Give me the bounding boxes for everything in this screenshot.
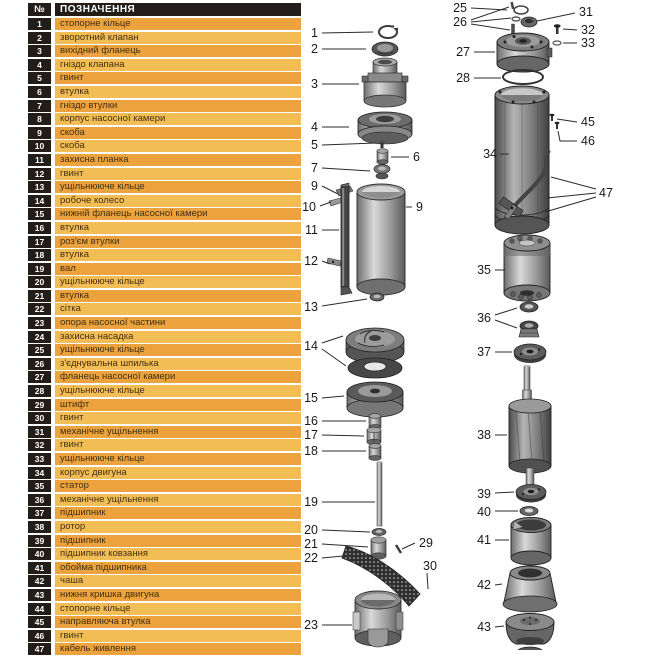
callout-leader-43 [495, 626, 504, 627]
callout-leader-47 [545, 197, 596, 212]
callout-leader-13 [322, 299, 367, 306]
callout-19: 19 [304, 495, 318, 509]
table-row [0, 72, 301, 84]
callout-12: 12 [304, 254, 318, 268]
row-number: 13 [28, 181, 51, 193]
part-snap-ring [379, 24, 399, 38]
row-label: зворотний клапан [55, 32, 301, 44]
table-row [0, 100, 301, 112]
callout-31: 31 [579, 5, 593, 19]
row-label: гніздо втулки [55, 100, 301, 112]
row-number: 41 [28, 562, 51, 574]
table-row [0, 562, 301, 574]
callout-2: 2 [311, 42, 318, 56]
table-rows [0, 18, 301, 655]
callout-36: 36 [477, 311, 491, 325]
row-number: 47 [28, 643, 51, 655]
callout-41: 41 [477, 533, 491, 547]
table-row [0, 589, 301, 601]
row-label: фланець насосної камери [55, 371, 301, 383]
row-label: вал [55, 263, 301, 275]
part-lower-flange [347, 382, 403, 417]
part-bushing-18 [369, 444, 381, 461]
callout-leader-7 [322, 168, 370, 171]
part-bushing-split-17 [367, 427, 381, 445]
row-number: 27 [28, 371, 51, 383]
table-row [0, 140, 301, 152]
callout-29: 29 [419, 536, 433, 550]
part-outlet-flange [362, 58, 408, 107]
part-impeller-stack [346, 328, 404, 378]
row-label: гвинт [55, 168, 301, 180]
callout-leader-5 [322, 143, 376, 145]
callout-27: 27 [456, 45, 470, 59]
table-row [0, 603, 301, 615]
row-number: 14 [28, 195, 51, 207]
callout-leader-31 [537, 13, 575, 21]
row-label: корпус двигуна [55, 467, 301, 479]
callout-32: 32 [581, 23, 595, 37]
row-number: 31 [28, 426, 51, 438]
part-o-ring-25 [514, 6, 528, 14]
callout-23: 23 [304, 618, 318, 632]
row-label: механічне ущільнення [55, 494, 301, 506]
row-label: сітка [55, 303, 301, 315]
callout-34: 34 [483, 147, 497, 161]
row-number: 26 [28, 358, 51, 370]
table-row [0, 521, 301, 533]
callout-47: 47 [599, 186, 613, 200]
callout-46: 46 [581, 134, 595, 148]
table-row [0, 331, 301, 343]
table-row [0, 507, 301, 519]
callout-10: 10 [302, 200, 316, 214]
table-row [0, 208, 301, 220]
table-row [0, 127, 301, 139]
table-row [0, 535, 301, 547]
row-label: гвинт [55, 439, 301, 451]
row-number: 34 [28, 467, 51, 479]
table-row [0, 303, 301, 315]
callout-45: 45 [581, 115, 595, 129]
table-row [0, 467, 301, 479]
row-label: втулка [55, 222, 301, 234]
callout-15: 15 [304, 391, 318, 405]
row-label: втулка [55, 290, 301, 302]
row-label: підшипник [55, 535, 301, 547]
row-label: штифт [55, 399, 301, 411]
callout-39: 39 [477, 487, 491, 501]
row-number: 44 [28, 603, 51, 615]
row-number: 21 [28, 290, 51, 302]
part-chamber-flange-27 [497, 33, 552, 72]
part-screw-46 [555, 122, 560, 129]
callout-leader-9 [322, 186, 338, 194]
part-bearing-sleeve-41 [511, 518, 551, 566]
callout-22: 22 [304, 551, 318, 565]
callout-16: 16 [304, 414, 318, 428]
table-row [0, 168, 301, 180]
row-label: кабель живлення [55, 643, 301, 655]
callout-35: 35 [477, 263, 491, 277]
row-label: ущільнююче кільце [55, 181, 301, 193]
callout-14: 14 [304, 339, 318, 353]
row-number: 37 [28, 507, 51, 519]
table-row [0, 399, 301, 411]
table-row [0, 195, 301, 207]
callout-26: 26 [453, 15, 467, 29]
row-label: гніздо клапана [55, 59, 301, 71]
row-number: 43 [28, 589, 51, 601]
callout-11: 11 [305, 223, 318, 237]
callout-13: 13 [304, 300, 318, 314]
row-label: нижній фланець насосної камери [55, 208, 301, 220]
row-number: 4 [28, 59, 51, 71]
callout-leader-46 [558, 131, 577, 141]
callout-leader-15 [322, 396, 344, 398]
row-number: 11 [28, 154, 51, 166]
row-number: 17 [28, 236, 51, 248]
table-row [0, 616, 301, 628]
table-row [0, 154, 301, 166]
part-valve-seat [358, 112, 412, 144]
row-label: втулка [55, 86, 301, 98]
row-label: гвинт [55, 72, 301, 84]
row-label: статор [55, 480, 301, 492]
row-number: 16 [28, 222, 51, 234]
parts-table [0, 3, 301, 657]
callout-leader-47 [547, 193, 596, 198]
part-seal-ring-20 [372, 529, 386, 536]
callout-leader-36 [495, 308, 517, 315]
table-row [0, 45, 301, 57]
row-label: захисна насадка [55, 331, 301, 343]
row-label: корпус насосної камери [55, 113, 301, 125]
table-header [0, 3, 301, 16]
row-label: роз'єм втулки [55, 236, 301, 248]
header-name-cell: ПОЗНАЧЕННЯ [55, 3, 301, 16]
row-number: 19 [28, 263, 51, 275]
table-row [0, 236, 301, 248]
table-row [0, 113, 301, 125]
part-check-valve [372, 42, 398, 56]
table-row [0, 439, 301, 451]
row-number: 42 [28, 575, 51, 587]
callout-leader-29 [402, 543, 415, 549]
row-number: 22 [28, 303, 51, 315]
callout-21: 21 [304, 537, 318, 551]
row-label: з'єднувальна шпилька [55, 358, 301, 370]
row-number: 46 [28, 630, 51, 642]
row-number: 45 [28, 616, 51, 628]
callout-9: 9 [416, 200, 423, 214]
row-label: захисна планка [55, 154, 301, 166]
row-number: 39 [28, 535, 51, 547]
callout-leader-26 [471, 18, 511, 22]
row-label: механічне ущільнення [55, 426, 301, 438]
part-pump-chamber-body [357, 184, 405, 295]
part-rotor [509, 365, 551, 488]
row-number: 35 [28, 480, 51, 492]
row-number: 25 [28, 344, 51, 356]
callout-30: 30 [423, 559, 437, 573]
callout-leader-10 [320, 202, 331, 206]
row-number: 38 [28, 521, 51, 533]
part-screw-32 [554, 24, 561, 34]
row-label: стопорне кільце [55, 18, 301, 30]
row-number: 20 [28, 276, 51, 288]
row-label: гвинт [55, 412, 301, 424]
callout-3: 3 [311, 77, 318, 91]
part-cup-42 [503, 566, 557, 612]
part-bushing-21 [371, 537, 386, 559]
row-label: направляюча втулка [55, 616, 301, 628]
part-washer-33 [553, 41, 561, 45]
table-row [0, 181, 301, 193]
row-label: нижня кришка двигуна [55, 589, 301, 601]
part-seal-ring-13 [370, 293, 384, 301]
row-label: робоче колесо [55, 195, 301, 207]
table-row [0, 59, 301, 71]
table-row [0, 494, 301, 506]
callout-4: 4 [311, 120, 318, 134]
part-bearing-39 [516, 485, 546, 503]
table-row [0, 276, 301, 288]
callout-43: 43 [477, 620, 491, 634]
row-label: ущільнююче кільце [55, 385, 301, 397]
table-row [0, 385, 301, 397]
row-number: 2 [28, 32, 51, 44]
row-label: вихідний фланець [55, 45, 301, 57]
row-number: 23 [28, 317, 51, 329]
callout-leader-17 [322, 435, 364, 436]
row-number: 9 [28, 127, 51, 139]
table-row [0, 86, 301, 98]
part-shaft [377, 461, 382, 526]
row-label: ущільнююче кільце [55, 344, 301, 356]
table-row [0, 480, 301, 492]
callout-25: 25 [453, 1, 467, 15]
table-row [0, 358, 301, 370]
table-row [0, 426, 301, 438]
row-number: 32 [28, 439, 51, 451]
table-row [0, 222, 301, 234]
part-ring-40 [520, 507, 538, 516]
callout-7: 7 [311, 161, 318, 175]
callout-leader-14 [322, 349, 346, 366]
callout-40: 40 [477, 505, 491, 519]
header-number-cell: № [28, 3, 51, 16]
table-row [0, 412, 301, 424]
row-number: 7 [28, 100, 51, 112]
callout-42: 42 [477, 578, 491, 592]
part-motor-bottom-cover [506, 614, 554, 646]
row-label: скоба [55, 127, 301, 139]
row-number: 29 [28, 399, 51, 411]
callout-28: 28 [456, 71, 470, 85]
row-number: 28 [28, 385, 51, 397]
part-bushing-seat [374, 165, 390, 180]
row-number: 6 [28, 86, 51, 98]
row-label: ущільнююче кільце [55, 453, 301, 465]
row-number: 40 [28, 548, 51, 560]
callout-leader-36 [495, 320, 517, 328]
table-row [0, 630, 301, 642]
callout-leader-47 [551, 177, 596, 189]
part-pump-support [353, 591, 403, 647]
callout-leader-39 [495, 492, 514, 493]
row-label: стопорне кільце [55, 603, 301, 615]
row-label: підшипник [55, 507, 301, 519]
row-number: 15 [28, 208, 51, 220]
callout-leader-45 [557, 119, 577, 122]
callout-37: 37 [477, 345, 491, 359]
callout-5: 5 [311, 138, 318, 152]
row-label: ущільнююче кільце [55, 276, 301, 288]
callout-1: 1 [311, 26, 318, 40]
row-number: 10 [28, 140, 51, 152]
row-number: 12 [28, 168, 51, 180]
table-row [0, 371, 301, 383]
part-stator [504, 235, 550, 301]
row-number: 3 [28, 45, 51, 57]
callout-leader-42 [495, 584, 502, 585]
table-row [0, 548, 301, 560]
callout-leader-22 [322, 556, 343, 558]
row-number: 36 [28, 494, 51, 506]
table-row [0, 453, 301, 465]
part-screw-45 [550, 114, 555, 121]
row-number: 5 [28, 72, 51, 84]
part-seals-36 [519, 302, 539, 337]
row-number: 18 [28, 249, 51, 261]
part-bearing-37 [514, 344, 546, 363]
part-bushing-6 [377, 149, 388, 165]
table-row [0, 263, 301, 275]
part-pin-29 [396, 545, 401, 553]
callout-leader-32 [563, 29, 577, 30]
callout-leader-21 [322, 544, 368, 547]
callout-leader-26 [471, 24, 510, 30]
row-label: гвинт [55, 630, 301, 642]
table-row [0, 249, 301, 261]
row-label: чаша [55, 575, 301, 587]
callout-20: 20 [304, 523, 318, 537]
row-label: ротор [55, 521, 301, 533]
part-nut-31 [521, 17, 537, 27]
callout-9: 9 [311, 179, 318, 193]
table-row [0, 32, 301, 44]
row-label: опора насосної частини [55, 317, 301, 329]
table-row [0, 344, 301, 356]
row-label: обойма підшипника [55, 562, 301, 574]
callout-labels [302, 1, 613, 634]
callout-leader-14 [322, 336, 343, 343]
row-label: втулка [55, 249, 301, 261]
callout-33: 33 [581, 36, 595, 50]
row-number: 1 [28, 18, 51, 30]
row-label: скоба [55, 140, 301, 152]
callout-17: 17 [304, 428, 318, 442]
table-row [0, 317, 301, 329]
callout-6: 6 [413, 150, 420, 164]
table-row [0, 575, 301, 587]
row-number: 33 [28, 453, 51, 465]
table-row [0, 290, 301, 302]
callout-leader-1 [322, 32, 373, 33]
table-row [0, 643, 301, 655]
callout-38: 38 [477, 428, 491, 442]
row-label: підшипник ковзання [55, 548, 301, 560]
callout-leader-30 [427, 573, 428, 589]
row-number: 24 [28, 331, 51, 343]
table-row [0, 18, 301, 30]
row-number: 8 [28, 113, 51, 125]
callout-18: 18 [304, 444, 318, 458]
callout-leader-20 [322, 530, 370, 532]
row-number: 30 [28, 412, 51, 424]
